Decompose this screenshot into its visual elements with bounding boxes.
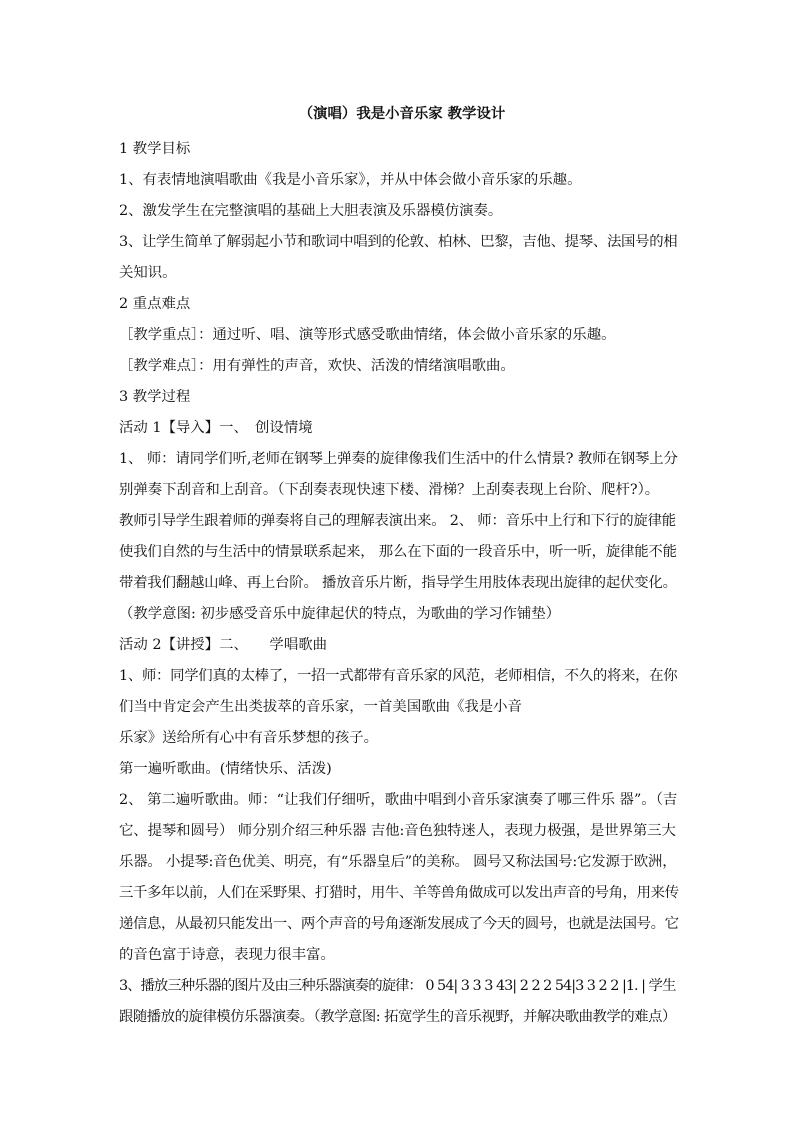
activity-2-text-line: 乐家》送给所有心中有音乐梦想的孩子。 <box>119 730 379 746</box>
activity-1-text-line: 带着我们翻越山峰、再上台阶。 播放音乐片断，指导学生用肢体表现出旋律的起伏变化。 <box>119 575 677 591</box>
activity-2-text-line: 递信息，从最初只能发出一、两个声音的号角逐渐发展成了今天的圆号，也就是法国号。它 <box>119 916 679 932</box>
activity-1-text-line: 别弹奏下刮音和上刮音。（下刮奏表现快速下楼、滑梯？上刮奏表现上台阶、爬杆?）。 <box>119 482 660 498</box>
objective-3-line-1: 3、让学生简单了解弱起小节和歌词中唱到的伦敦、柏林、巴黎，吉他、提琴、法国号的相 <box>119 234 678 250</box>
activity-1-text-line: 使我们自然的与生活中的情景联系起来， 那么在下面的一段音乐中，听一听，旋律能不能 <box>119 544 677 560</box>
activity-2-text-line: 三千多年以前，人们在采野果、打猎时，用牛、羊等兽角做成可以发出声音的号角，用来传 <box>119 885 679 901</box>
objective-2: 2、激发学生在完整演唱的基础上大胆表演及乐器模仿演奏。 <box>119 203 503 219</box>
teaching-key-point: ［教学重点］：通过听、唱、演等形式感受歌曲情绪，体会做小音乐家的乐趣。 <box>119 327 616 343</box>
activity-2-text-line: 的音色富于诗意，表现力很丰富。 <box>119 947 335 963</box>
document-body <box>119 102 679 1033</box>
activity-2-text-line: 2、 第二遍听歌曲。师：“让我们仔细听，歌曲中唱到小音乐家演奏了哪三件乐 器”。（吉 <box>119 792 678 808</box>
section-heading-key-points: 2 重点难点 <box>119 296 191 312</box>
activity-1-text-line: 教师引导学生跟着师的弹奏将自己的理解表演出来。 2、 师：音乐中上行和下行的旋律能 <box>119 513 676 529</box>
activity-2-text-line: 3、播放三种乐器的图片及由三种乐器演奏的旋律： 0 54| 3 3 3 43| 2 2 2 54|3 3 2 2 |1. | 学生 <box>119 978 676 994</box>
section-heading-process: 3 教学过程 <box>119 389 191 405</box>
document-title: （演唱）我是小音乐家 教学设计 <box>298 105 506 122</box>
activity-2-text-line: 们当中肯定会产生出类拔萃的音乐家，一首美国歌曲《我是小音 <box>119 699 522 715</box>
objective-3-line-2: 关知识。 <box>119 265 177 281</box>
activity-1-text-line: 1、 师：请同学们听,老师在钢琴上弹奏的旋律像我们生活中的什么情景? 教师在钢琴上分 <box>119 451 678 467</box>
activity-2-text-line: 跟随播放的旋律模仿乐器演奏。（教学意图: 拓宽学生的音乐视野，并解决歌曲教学的难点） <box>119 1009 676 1025</box>
activity-2-heading: 活动 2【讲授】二、 学唱歌曲 <box>119 637 327 653</box>
activity-2-text-line: 第一遍听歌曲。(情绪快乐、活泼) <box>119 761 332 777</box>
section-heading-objectives: 1 教学目标 <box>119 141 191 157</box>
activity-2-text-line: 乐器。 小提琴:音色优美、明亮，有“乐器皇后”的美称。 圆号又称法国号:它发源于欧洲， <box>119 854 677 870</box>
teaching-difficulty: ［教学难点］：用有弹性的声音，欢快、活泼的情绪演唱歌曲。 <box>119 358 515 374</box>
objective-1: 1、有表情地演唱歌曲《我是小音乐家》，并从中体会做小音乐家的乐趣。 <box>119 172 582 188</box>
activity-2-text-line: 1、师：同学们真的太棒了，一招一式都带有音乐家的风范，老师相信，不久的将来，在你 <box>119 668 678 684</box>
activity-1-text-line: （教学意图: 初步感受音乐中旋律起伏的特点，为歌曲的学习作铺垫） <box>119 606 561 622</box>
activity-2-text-line: 它、提琴和圆号） 师分别介绍三种乐器 吉他:音色独特迷人，表现力极强，是世界第三大 <box>119 823 676 839</box>
activity-1-heading: 活动 1【导入】一、 创设情境 <box>119 420 313 436</box>
